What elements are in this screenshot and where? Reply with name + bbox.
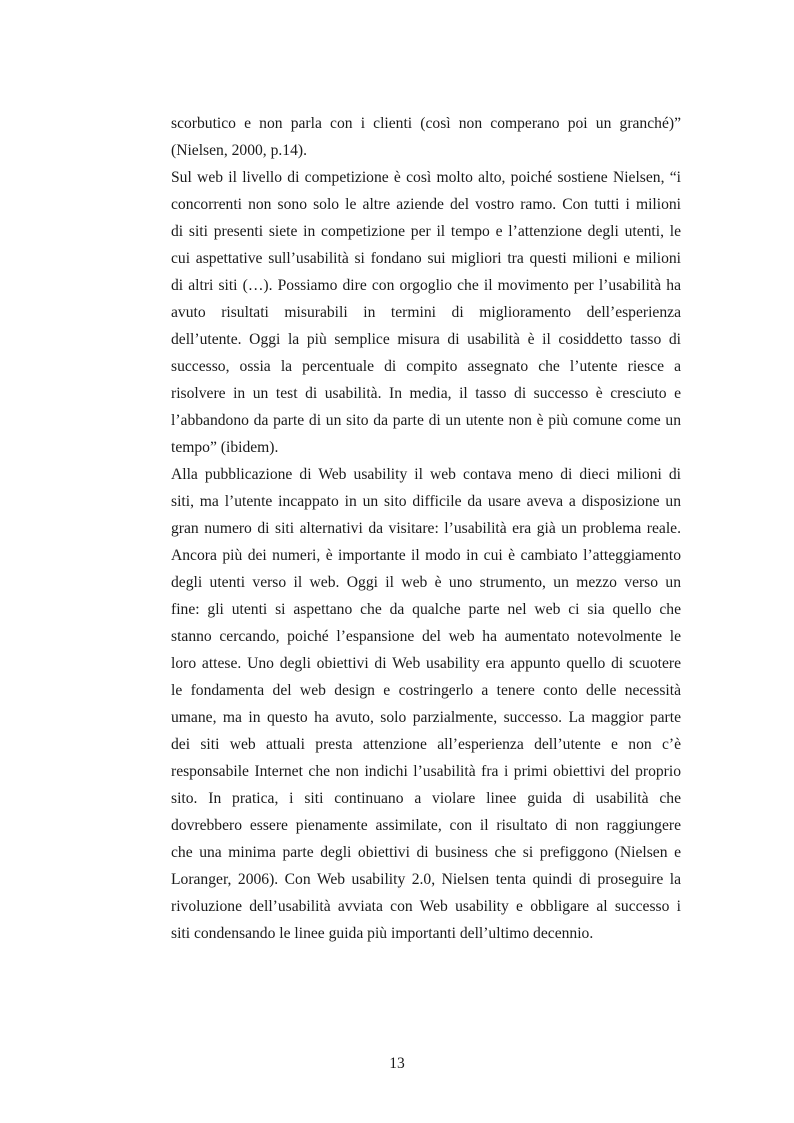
text-line: concorrenti non sono solo le altre aziende del vostro ramo. Con tutti i milioni xyxy=(171,196,681,213)
page-number: 13 xyxy=(389,1055,405,1072)
text-line: loro attese. Uno degli obiettivi di Web usability era appunto quello di scuotere xyxy=(171,655,681,672)
text-line: avuto risultati misurabili in termini di miglioramento dell’esperienza xyxy=(171,304,681,321)
text-line: dei siti web attuali presta attenzione all’esperienza dell’utente e non c’è xyxy=(171,736,681,753)
text-line: tempo” (ibidem). xyxy=(171,439,279,456)
text-line: successo, ossia la percentuale di compito assegnato che l’utente riesce a xyxy=(171,358,681,375)
text-line: responsabile Internet che non indichi l’usabilità fra i primi obiettivi del proprio xyxy=(171,763,681,780)
text-line: di altri siti (…). Possiamo dire con orgoglio che il movimento per l’usabilità ha xyxy=(171,277,681,294)
text-line: che una minima parte degli obiettivi di business che si prefiggono (Nielsen e xyxy=(171,844,681,861)
text-line: cui aspettative sull’usabilità si fondano sui migliori tra questi milioni e milioni xyxy=(171,250,681,267)
text-line: Sul web il livello di competizione è così molto alto, poiché sostiene Nielsen, “i xyxy=(171,169,681,186)
text-line: (Nielsen, 2000, p.14). xyxy=(171,142,307,159)
text-line: le fondamenta del web design e costringerlo a tenere conto delle necessità xyxy=(171,682,681,699)
text-line: umane, ma in questo ha avuto, solo parzialmente, successo. La maggior parte xyxy=(171,709,681,726)
text-line: scorbutico e non parla con i clienti (così non comperano poi un granché)” xyxy=(171,115,681,132)
text-line: risolvere in un test di usabilità. In media, il tasso di successo è cresciuto e xyxy=(171,385,681,402)
text-line: di siti presenti siete in competizione per il tempo e l’attenzione degli utenti, le xyxy=(171,223,681,240)
text-line: degli utenti verso il web. Oggi il web è uno strumento, un mezzo verso un xyxy=(171,574,681,591)
text-line: dell’utente. Oggi la più semplice misura di usabilità è il cosiddetto tasso di xyxy=(171,331,681,348)
text-line: sito. In pratica, i siti continuano a violare linee guida di usabilità che xyxy=(171,790,681,807)
text-line: Loranger, 2006). Con Web usability 2.0, Nielsen tenta quindi di proseguire la xyxy=(171,871,681,888)
body-text xyxy=(171,110,681,947)
text-line: fine: gli utenti si aspettano che da qualche parte nel web ci sia quello che xyxy=(171,601,681,618)
text-line: gran numero di siti alternativi da visitare: l’usabilità era già un problema reale. xyxy=(171,520,681,537)
text-line: siti, ma l’utente incappato in un sito difficile da usare aveva a disposizione un xyxy=(171,493,681,510)
text-line: stanno cercando, poiché l’espansione del web ha aumentato notevolmente le xyxy=(171,628,681,645)
text-line: Ancora più dei numeri, è importante il modo in cui è cambiato l’atteggiamento xyxy=(171,547,681,564)
text-line: dovrebbero essere pienamente assimilate, con il risultato di non raggiungere xyxy=(171,817,681,834)
text-line: rivoluzione dell’usabilità avviata con Web usability e obbligare al successo i xyxy=(171,898,681,915)
text-line: Alla pubblicazione di Web usability il web contava meno di dieci milioni di xyxy=(171,466,681,483)
text-line: siti condensando le linee guida più importanti dell’ultimo decennio. xyxy=(171,925,594,942)
text-line: l’abbandono da parte di un sito da parte di un utente non è più comune come un xyxy=(171,412,681,429)
